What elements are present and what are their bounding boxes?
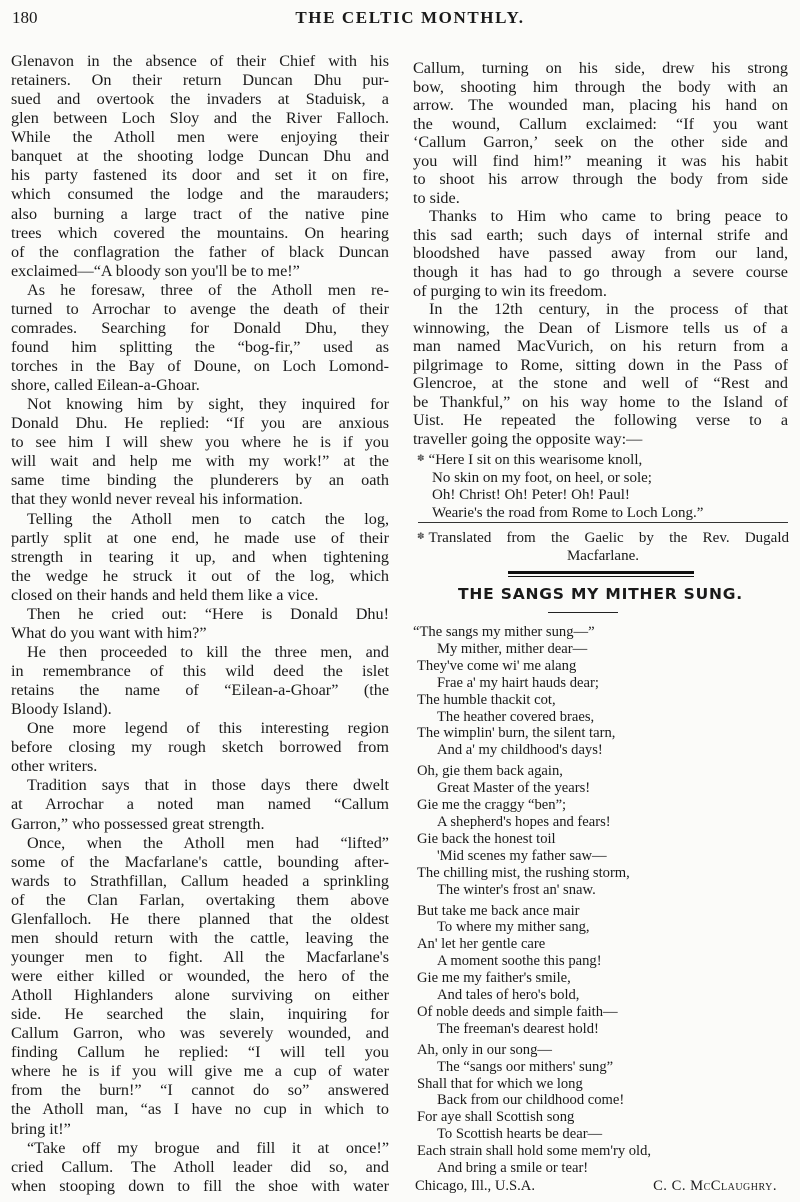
paragraph: [413, 300, 788, 448]
footnote-line: Macfarlane.: [566, 548, 640, 564]
poem-line: The humble thackit cot,: [417, 691, 556, 708]
text-line: of the conflagration the father of black Duncan: [11, 242, 389, 261]
poem-line: And a' my childhood's days!: [437, 742, 603, 759]
text-line: same time binding the plunderers by an oath: [11, 471, 389, 490]
text-line: Tradition says that in those days there dwelt: [27, 776, 389, 795]
poem-line: Gie me the craggy “ben”;: [417, 797, 567, 814]
text-line: before closing my rough sketch borrowed from: [11, 738, 389, 757]
text-line: bow, shooting him through the body with an: [413, 77, 788, 96]
quoted-verse: [417, 450, 792, 522]
paragraph: [11, 1139, 389, 1196]
text-line: wards to Strathfillan, Callum headed a sprinkling: [11, 871, 389, 890]
poem-stanza: [413, 624, 651, 759]
section-divider: [508, 576, 694, 577]
text-line: While the Atholl men were enjoying their: [11, 128, 389, 147]
text-line: at Arrochar a noted man named “Callum: [11, 795, 389, 814]
text-line: Telling the Atholl men to catch the log,: [27, 509, 389, 528]
text-line: where he is if you will give me a cup of water: [11, 1062, 389, 1081]
text-line: this sad earth; such days of internal strife and: [413, 225, 788, 244]
text-line: to see him I will shew you where he is if you: [11, 433, 389, 452]
text-line: strength in tearing it up, and when tightening: [11, 547, 389, 566]
verse-line: [417, 505, 792, 523]
text-line: retainers. On their return Duncan Dhu pur-: [11, 71, 389, 90]
poem-line: Back from our childhood come!: [437, 1092, 625, 1109]
text-line: the wedge he struck it out of the log, which: [11, 566, 389, 585]
text-line: exclaimed—“A bloody son you'll be to me!”: [11, 261, 300, 280]
paragraph: [11, 395, 389, 509]
text-line: from the burn!” “I cannot do so” answered: [11, 1081, 389, 1100]
text-line: man named MacVurich, on his return from a: [413, 337, 788, 356]
text-line: turned to Arrochar to avenge the death of their: [11, 299, 389, 318]
text-line: winnowing, the Dean of Lismore tells us of a: [413, 318, 788, 337]
paragraph: [11, 52, 389, 281]
text-line: of the Clan Farlan, overtaking them above: [11, 890, 389, 909]
poem-title: THE SANGS MY MITHER SUNG.: [458, 585, 743, 603]
verse-text: Wearie's the road from Rome to Loch Long.”: [432, 504, 704, 521]
text-line: retains the name of “Eilean-a-Ghoar” (the: [11, 681, 389, 700]
text-line: torches in the Bay of Doune, on Loch Lomond-: [11, 357, 389, 375]
text-line: when stooping down to fill the shoe with water: [11, 1176, 389, 1195]
poem-line: Great Master of the years!: [437, 780, 591, 797]
paragraph: [11, 776, 389, 833]
text-line: comrades. Searching for Donald Dhu, they: [11, 318, 389, 337]
text-line: Once, when the Atholl men had “lifted”: [27, 833, 389, 852]
text-line: of purging to win its freedom.: [413, 281, 607, 300]
text-line: glen between Loch Sloy and the River Falloch.: [11, 109, 389, 128]
text-line: “Take off my brogue and fill it at once!”: [27, 1138, 389, 1157]
paragraph: [11, 719, 389, 776]
text-line: Glenfalloch. He there planned that the oldest: [11, 909, 389, 928]
right-column: [413, 59, 788, 448]
text-line: younger men to fight. All the Macfarlane's: [11, 947, 389, 966]
text-line: cried Callum. The Atholl leader did so, and: [11, 1157, 389, 1176]
left-column: [11, 52, 389, 1196]
poem-line: Gie back the honest toil: [417, 830, 556, 847]
poem-signature: [415, 1178, 777, 1195]
poem-line: And bring a smile or tear!: [437, 1160, 589, 1177]
text-line: bring it!”: [11, 1119, 71, 1138]
poem-line: The winter's frost an' snaw.: [437, 881, 596, 898]
text-line: Glenavon in the absence of their Chief with his: [11, 52, 389, 70]
paragraph: [413, 59, 788, 207]
poem-line: The wimplin' burn, the silent tarn,: [417, 725, 616, 742]
text-line: also burning a large tract of the native pine: [11, 204, 389, 223]
text-line: his party fastened its door and set it on fire,: [11, 166, 389, 185]
footnote-rule: [418, 522, 788, 523]
poem-line: But take me back ance mair: [417, 902, 580, 919]
text-line: you will find him!” meaning it was his habit: [413, 151, 788, 170]
text-line: closed on their hands and held them like a vice.: [11, 585, 319, 604]
poem-line: Ah, only in our song—: [417, 1041, 552, 1058]
poem: [413, 624, 652, 1181]
poem-line: An' let her gentle care: [417, 936, 546, 953]
verse-text: “Here I sit on this wearisome knoll,: [428, 452, 643, 468]
text-line: Callum, turning on his side, drew his strong: [413, 59, 788, 77]
text-line: found him splitting the “bog-fir,” used as: [11, 337, 389, 356]
poem-line: And tales of hero's bold,: [437, 987, 580, 1004]
poem-stanza: [417, 763, 651, 898]
text-line: Garron,” who possessed great strength.: [11, 814, 265, 833]
text-line: Then he cried out: “Here is Donald Dhu!: [27, 604, 389, 623]
poem-line: The chilling mist, the rushing storm,: [417, 864, 630, 881]
text-line: that they wonld never reveal his information.: [11, 490, 303, 509]
page-number: 180: [12, 8, 38, 27]
text-line: As he foresaw, three of the Atholl men re-: [27, 280, 389, 299]
text-line: Glencroe, at the stone and well of “Rest and: [413, 374, 788, 393]
text-line: will wait and help me with my work!” at the: [11, 452, 389, 471]
verse-text: Oh! Christ! Oh! Peter! Oh! Paul!: [432, 487, 630, 503]
poem-line: “The sangs my mither sung—”: [413, 624, 595, 640]
poem-line: 'Mid scenes my father saw—: [437, 847, 607, 864]
poem-line: Gie me my faither's smile,: [417, 970, 571, 987]
poem-line: The freeman's dearest hold!: [437, 1020, 599, 1037]
footnote-line: Translated from the Gaelic by the Rev. Dugald: [428, 530, 789, 546]
text-line: bloodshed have passed away from our land,: [413, 244, 788, 263]
title-underline: [548, 612, 618, 613]
verse-line: [417, 470, 792, 488]
text-line: ‘Callum Garron,’ seek on the other side and: [413, 133, 788, 152]
paragraph: [11, 605, 389, 643]
text-line: though it has had to go through a severe course: [413, 263, 788, 282]
text-line: trees which covered the mountains. On hearing: [11, 223, 389, 242]
text-line: Donald Dhu. He replied: “If you are anxious: [11, 414, 389, 433]
text-line: pilgrimage to Rome, sitting down in the Pass of: [413, 355, 788, 374]
poem-stanza: [417, 903, 651, 1038]
poem-line: Of noble deeds and simple faith—: [417, 1003, 618, 1020]
signature-place: Chicago, Ill., U.S.A.: [415, 1178, 535, 1194]
text-line: shore, called Eilean-a-Ghoar.: [11, 376, 200, 395]
paragraph: [11, 834, 389, 1139]
poem-stanza: [417, 1042, 651, 1177]
poem-line: For aye shall Scottish song: [417, 1109, 575, 1126]
text-line: What do you want with him?”: [11, 623, 207, 642]
text-line: traveller going the opposite way:—: [413, 429, 643, 448]
poem-line: Shall that for which we long: [417, 1075, 583, 1092]
text-line: in remembrance of this wild deed the islet: [11, 662, 389, 680]
footnote-marker-icon: ✽: [417, 453, 425, 463]
poem-line: The heather covered braes,: [437, 708, 595, 725]
text-line: to shoot his arrow through the body from side: [413, 170, 788, 189]
poem-line: To Scottish hearts be dear—: [437, 1126, 603, 1143]
verse-text: No skin on my foot, on heel, or sole;: [432, 469, 652, 486]
text-line: men should return with the cattle, leaving the: [11, 928, 389, 947]
text-line: the Atholl man, “as I have no cup in which to: [11, 1100, 389, 1119]
text-line: Atholl Highlanders alone surviving on either: [11, 986, 389, 1005]
paragraph: [11, 510, 389, 605]
poem-line: A moment soothe this pang!: [437, 953, 602, 970]
poem-line: Each strain shall hold some mem'ry old,: [417, 1143, 652, 1160]
text-line: which consumed the lodge and the marauders;: [11, 185, 389, 204]
poem-line: The “sangs oor mithers' sung”: [437, 1058, 614, 1075]
running-title: THE CELTIC MONTHLY.: [295, 8, 525, 27]
text-line: banquet at the shooting lodge Duncan Dhu and: [11, 147, 389, 166]
text-line: Bloody Island).: [11, 700, 112, 719]
poem-line: My mither, mither dear—: [437, 640, 588, 657]
text-line: side. He searched the slain, inquiring for: [11, 1005, 389, 1024]
text-line: to side.: [413, 188, 460, 207]
poem-line: Frae a' my hairt hauds dear;: [437, 674, 599, 691]
text-line: One more legend of this interesting region: [27, 719, 389, 738]
text-line: partly split at one end, he made use of their: [11, 528, 389, 547]
text-line: sued and overtook the invaders at Staduisk, a: [11, 90, 389, 109]
text-line: Not knowing him by sight, they inquired for: [27, 395, 389, 414]
poem-line: Oh, gie them back again,: [417, 763, 563, 780]
text-line: were either killed or wounded, the hero of the: [11, 967, 389, 985]
paragraph: [11, 643, 389, 719]
text-line: Thanks to Him who came to bring peace to: [429, 207, 788, 226]
footnote: [417, 527, 789, 565]
text-line: Callum Garron, who was severely wounded, and: [11, 1024, 389, 1043]
text-line: In the 12th century, in the process of that: [429, 300, 788, 319]
text-line: arrow. The wounded man, placing his hand on: [413, 96, 788, 115]
text-line: Uist. He repeated the following verse to a: [413, 411, 788, 430]
section-divider: [508, 571, 694, 574]
poem-line: A shepherd's hopes and fears!: [437, 813, 611, 830]
paragraph: [413, 207, 788, 300]
poem-line: They've come wi' me alang: [417, 657, 577, 674]
signature-author: C. C. McClaughry.: [653, 1178, 777, 1194]
footnote-marker-icon: ✽: [417, 531, 425, 541]
text-line: the wound, Callum exclaimed: “If you want: [413, 114, 788, 133]
text-line: some of the Macfarlane's cattle, bounding after-: [11, 852, 389, 871]
text-line: be Thankful,” on his way home to the Island of: [413, 392, 788, 411]
verse-line: [417, 450, 792, 470]
paragraph: [11, 281, 389, 395]
poem-line: To where my mither sang,: [437, 919, 590, 936]
text-line: finding Callum he replied: “I will tell you: [11, 1043, 389, 1062]
text-line: other writers.: [11, 757, 98, 776]
verse-line: [417, 487, 792, 505]
text-line: He then proceeded to kill the three men, and: [27, 642, 389, 661]
